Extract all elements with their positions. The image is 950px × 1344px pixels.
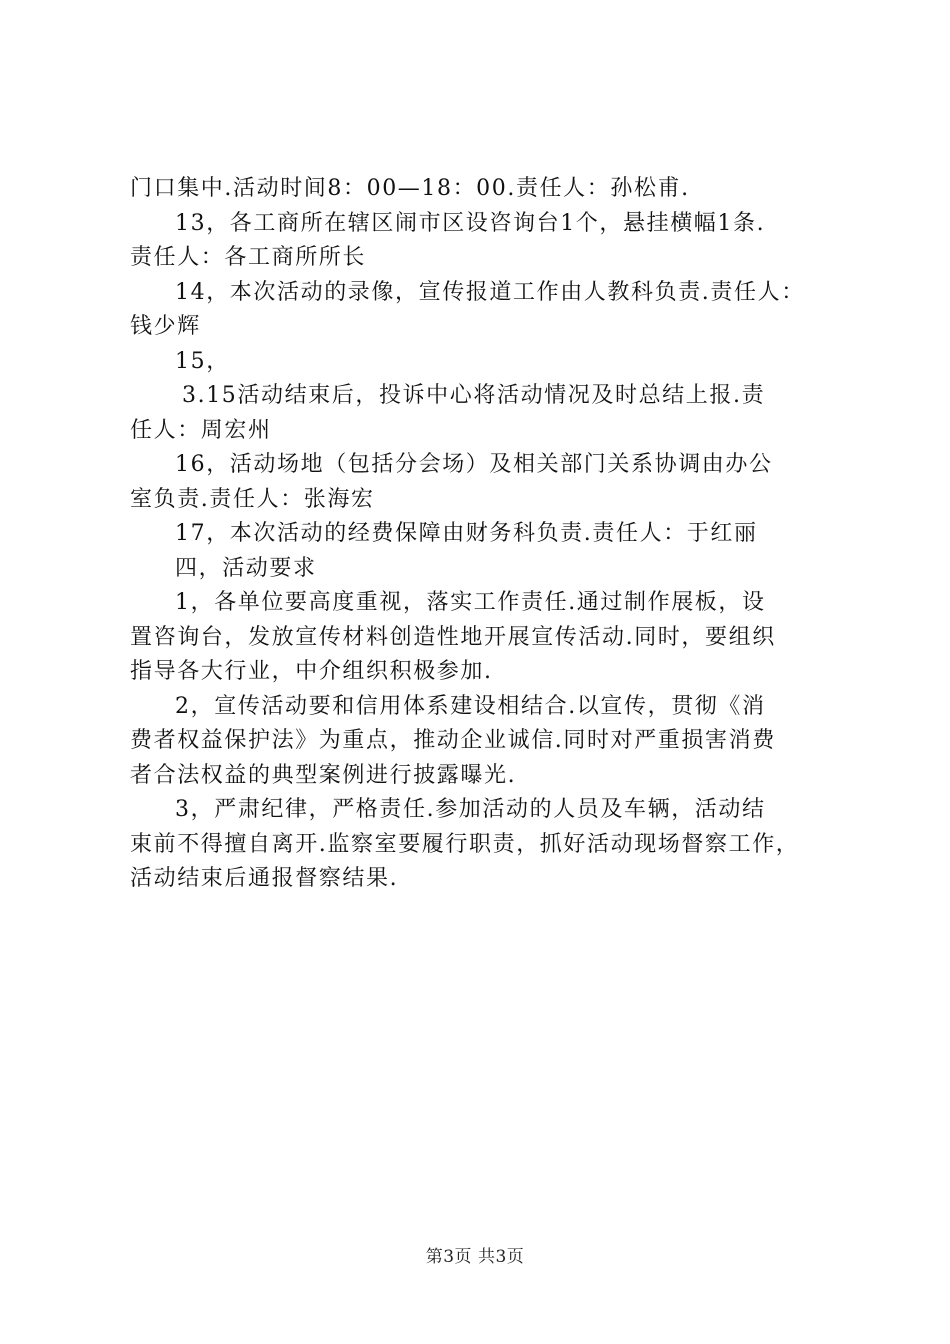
paragraph-line: 15， <box>175 348 230 374</box>
paragraph-line: 17，本次活动的经费保障由财务科负责.责任人：于红丽 <box>175 521 758 546</box>
paragraph-line: 1，各单位要高度重视，落实工作责任.通过制作展板，设 <box>175 590 766 615</box>
paragraph-line: 16，活动场地（包括分会场）及相关部门关系协调由办公 <box>175 452 773 477</box>
paragraph-line: 13，各工商所在辖区闹市区设咨询台1个，悬挂横幅1条. <box>175 210 766 236</box>
paragraph-line: 14，本次活动的录像，宣传报道工作由人教科负责.责任人： <box>175 279 805 305</box>
paragraph-line: 束前不得擅自离开.监察室要履行职责，抓好活动现场督察工作， <box>130 831 800 857</box>
paragraph-line: 钱少辉 <box>130 314 201 339</box>
page-footer: 第3页 共3页 <box>425 1247 525 1267</box>
paragraph-line: 活动结束后通报督察结果. <box>130 866 399 891</box>
paragraph-line: 3.15活动结束后，投诉中心将活动情况及时总结上报.责 <box>182 383 766 408</box>
paragraph-line: 费者权益保护法》为重点，推动企业诚信.同时对严重损害消费 <box>130 728 776 753</box>
paragraph-line: 指导各大行业，中介组织积极参加. <box>130 659 493 684</box>
paragraph-line: 任人：周宏州 <box>130 417 272 443</box>
section-heading: 四，活动要求 <box>175 555 317 581</box>
paragraph-line: 责任人：各工商所所长 <box>130 245 367 270</box>
document-body <box>130 172 830 897</box>
paragraph-line: 者合法权益的典型案例进行披露曝光. <box>130 762 517 788</box>
paragraph-line: 2，宣传活动要和信用体系建设相结合.以宣传，贯彻《消 <box>175 693 766 719</box>
paragraph-line: 置咨询台，发放宣传材料创造性地开展宣传活动.同时，要组织 <box>130 624 776 650</box>
paragraph-line: 3，严肃纪律，严格责任.参加活动的人员及车辆，活动结 <box>175 797 766 822</box>
paragraph-line: 室负责.责任人：张海宏 <box>130 486 375 512</box>
paragraph-line: 门口集中.活动时间8：00—18：00.责任人：孙松甫. <box>130 176 690 201</box>
